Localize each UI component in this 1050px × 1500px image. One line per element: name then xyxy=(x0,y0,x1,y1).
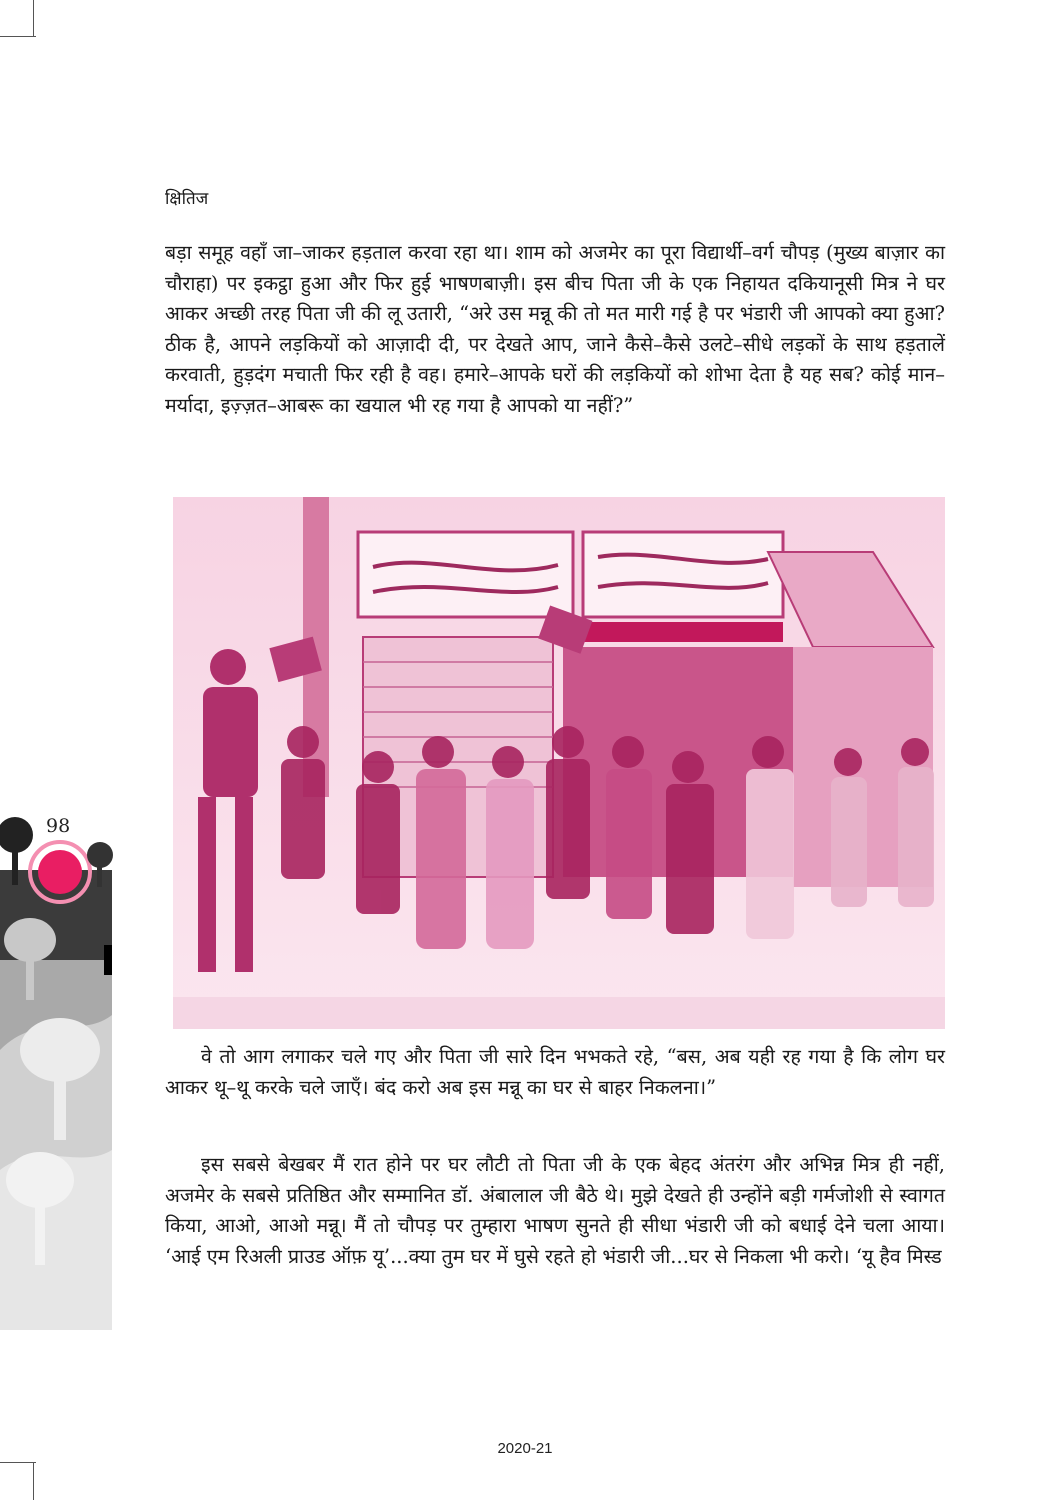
footer-year: 2020-21 xyxy=(497,1440,553,1457)
crop-mark-bottom-v xyxy=(33,1462,34,1500)
running-title: क्षितिज xyxy=(165,189,209,209)
paragraph-3: इस सबसे बेखबर मैं रात होने पर घर लौटी तो पिता जी के एक बेहद अंतरंग और अभिन्न मित्र ही नहीं, अजमेर के सबसे प्रतिष्ठित और सम्मानित डॉ. अंबालाल जी बैठे थे। मुझे देखते ही उन्होंने बड़ी गर्मजोशी से स्वागत किया, आओ, आओ मन्नू। मैं तो चौपड़ पर तुम्हारा भाषण सुनते ही सीधा भंडारी जी को बधाई देने चला आया। ‘आई एम रिअली प्राउड ऑफ़ यू’...क्या तुम घर में घुसे रहते हो भंडारी जी...घर से निकला भी करो। ‘यू हैव मिस्ड xyxy=(165,1153,945,1268)
crop-mark-top-v xyxy=(33,0,34,36)
crop-mark-top-h xyxy=(0,36,36,37)
paragraph-2: वे तो आग लगाकर चले गए और पिता जी सारे दिन भभकते रहे, “बस, अब यही रह गया है कि लोग घर आकर थू–थू करके चले जाएँ। बंद करो अब इस मन्नू का घर से बाहर निकलना।” xyxy=(165,1045,945,1099)
strike-illustration xyxy=(173,497,945,1029)
page-number: 98 xyxy=(46,815,71,837)
decorative-landscape-band xyxy=(0,810,120,1330)
crop-mark-bottom-h xyxy=(0,1462,36,1463)
paragraph-1: बड़ा समूह वहाँ जा–जाकर हड़ताल करवा रहा था। शाम को अजमेर का पूरा विद्यार्थी–वर्ग चौपड़ (मुख्य बाज़ार का चौराहा) पर इकट्ठा हुआ और फिर हुई भाषणबाज़ी। इस बीच पिता जी के एक निहायत दकियानूसी मित्र ने घर आकर अच्छी तरह पिता जी की लू उतारी, “अरे उस मन्नू की तो मत मारी गई है पर भंडारी जी आपको क्या हुआ? ठीक है, आपने लड़कियों को आज़ादी दी, पर देखते आप, जाने कैसे–कैसे उलटे–सीधे लड़कों के साथ हड़तालें करवाती, हुड़दंग मचाती फिर रही है वह। हमारे–आपके घरों की लड़कियों को शोभा देता है यह सब? कोई मान–मर्यादा, इज़्ज़त–आबरू का खयाल भी रह गया है आपको या नहीं?” xyxy=(165,241,945,417)
